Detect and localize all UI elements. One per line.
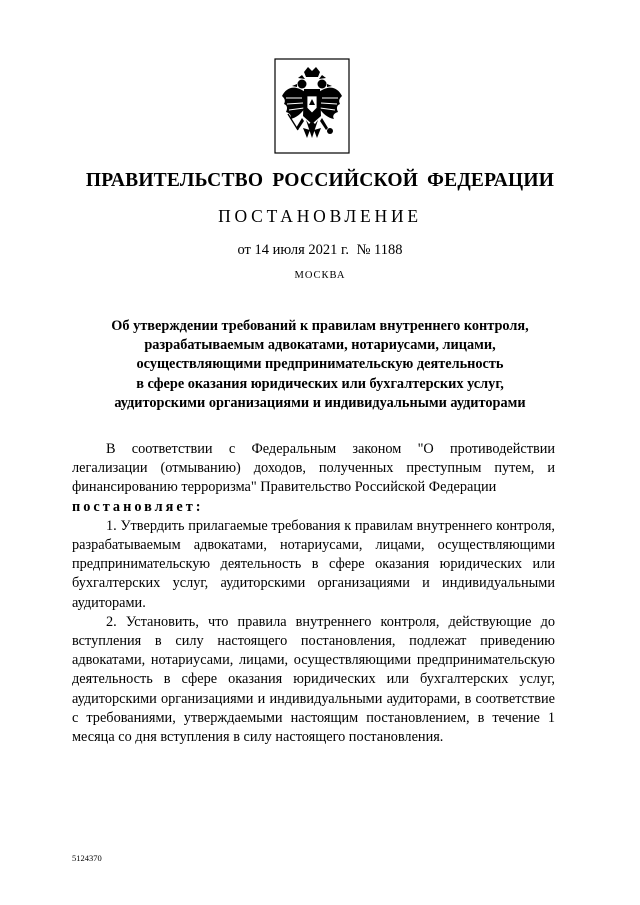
decree-word: постановляет: [72,498,204,515]
document-date-number [0,242,640,259]
subject-line: аудиторскими организациями и индивидуальными аудиторами [114,394,526,411]
government-title: ПРАВИТЕЛЬСТВО РОССИЙСКОЙ ФЕДЕРАЦИИ [85,170,555,191]
intro-paragraph: В соответствии с Федеральным законом "О противодействии легализации (отмыванию) доходов, полученных преступным путем, и финансированию терроризма" Правительство Российской Федерации [72,441,555,496]
footer-code: 5124370 [72,853,102,863]
document-type: ПОСТАНОВЛЕНИЕ [218,206,422,226]
item-2-paragraph: 2. Установить, что правила внутреннего контроля, действующие до вступления в силу настоящего постановления, подлежат приведению адвокатами, нотариусами, лицами, осуществляющими предпринимательскую деятельность в сфере оказания юридических или бухгалтерских услуг, аудиторскими организациями и индивидуальными аудиторами, в соответствие с требованиями, утверждаемыми настоящим постановлением, в течение 1 месяца со дня вступления в силу настоящего постановления. [72,613,555,746]
subject-line: разрабатываемым адвокатами, нотариусами, лицами, [144,337,496,354]
document-subject [60,317,580,413]
subject-line: осуществляющими предпринимательскую деятельность [136,356,504,373]
item-1-paragraph: 1. Утвердить прилагаемые требования к правилам внутреннего контроля, разрабатываемым адвокатами, нотариусами, лицами, осуществляющими предпринимательскую деятельность в сфере оказания юридических или бухгалтерских услуг, аудиторскими организациями и индивидуальными аудиторами. [72,517,555,611]
document-date: от 14 июля 2021 г. [237,242,349,258]
document-number: 1188 [374,242,403,258]
document-body [72,440,555,747]
number-sign: № [356,242,371,258]
subject-line: в сфере оказания юридических или бухгалтерских услуг, [136,375,504,392]
document-city: МОСКВА [294,270,346,281]
subject-line: Об утверждении требований к правилам внутреннего контроля, [111,318,529,334]
coat-of-arms-icon [274,58,350,154]
decree-paragraph [72,498,555,517]
